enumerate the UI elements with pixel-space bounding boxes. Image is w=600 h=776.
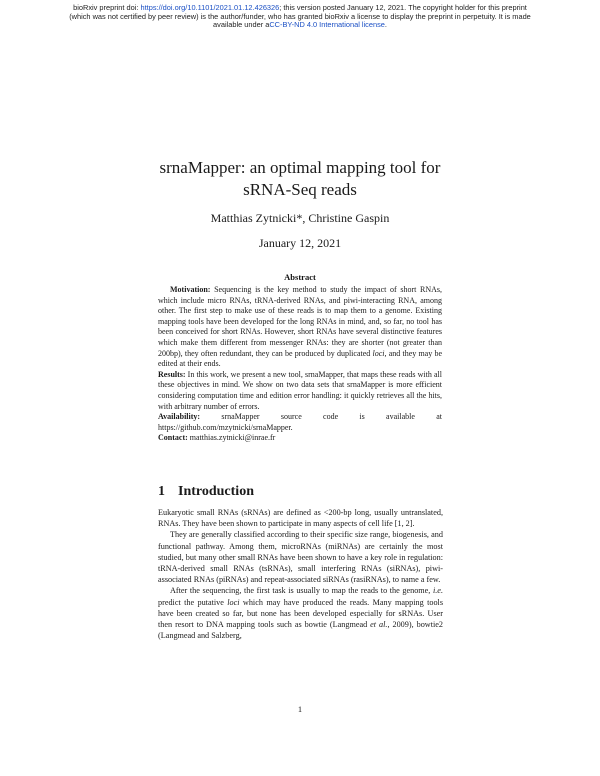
page-number: 1 <box>297 704 303 714</box>
intro-paragraph-3 <box>158 585 443 641</box>
abstract-body <box>158 285 442 444</box>
section-heading <box>158 484 448 500</box>
p3-ie: i.e. <box>432 586 443 596</box>
paper-title <box>0 157 600 201</box>
paper-authors: Matthias Zytnicki*, Christine Gaspin <box>210 211 390 225</box>
license-link[interactable]: CC-BY-ND 4.0 International license <box>269 20 385 30</box>
banner-line-3 <box>0 21 600 30</box>
contact-label: Contact: <box>158 433 188 443</box>
doi-link[interactable]: https://doi.org/10.1101/2021.01.12.426326 <box>140 3 280 12</box>
paper-date: January 12, 2021 <box>258 236 342 250</box>
abstract-motivation <box>158 285 442 370</box>
motivation-text: Sequencing is the key method to study the impact of short RNAs, which include micro RNAs, tRNA-derived RNAs, and piwi-interacting RNA, among other. The first step to make use of these reads is to map them to a genome. Existing mapping tools have been developed for the long RNAs in mind, and, so far, no tool has been conceived for short RNAs. However, short RNAs have several distinctive features which make them different from messenger RNAs: they are shorter (not greater than 200bp), they often redundant, they can be produced by duplicated <box>158 285 442 358</box>
intro-paragraph-1: Eukaryotic small RNAs (sRNAs) are defined as <200-bp long, usually untranslated, RNAs. They have been shown to participate in many aspects of cell life [1, 2]. <box>158 508 443 529</box>
availability-label: Availability: <box>158 412 201 422</box>
results-label: Results: <box>158 369 186 379</box>
p3-part-c: which may have produced the reads. Many mapping tools have been created so far, but none has been developed especially for sRNAs. User then resort to DNA mapping tools such as bowtie (Langmead <box>158 597 444 630</box>
paper-title-line-1: srnaMapper: an optimal mapping tool for <box>159 158 441 177</box>
section-number: 1 <box>158 484 165 499</box>
banner-line-3-suffix: . <box>384 20 387 30</box>
abstract-availability <box>158 412 442 433</box>
banner-line-2: (which was not certified by peer review) is the author/funder, who has granted bioRxiv a license to display the preprint in perpetuity. It is made <box>69 11 531 21</box>
section-title: Introduction <box>178 484 254 499</box>
banner-line-1-suffix: ; this version posted January 12, 2021. The copyright holder for this preprint <box>279 3 527 12</box>
banner-line-1-prefix: bioRxiv preprint doi: <box>73 3 141 12</box>
paper-title-line-2: sRNA-Seq reads <box>243 180 357 199</box>
p3-loci: loci <box>227 597 240 607</box>
results-text: In this work, we present a new tool, srnaMapper, that maps these reads with all these objectives in mind. We show on two data sets that srnaMapper is more efficient considering computation time and edition error handling: it quickly retrieves all the hits, with arbitrary number of errors. <box>158 369 442 411</box>
preprint-banner <box>0 4 600 30</box>
availability-text: srnaMapper source code is available at https://github.com/mzytnicki/srnaMapper. <box>158 412 442 432</box>
p3-part-d: , 2009), bowtie2 (Langmead and Salzberg, <box>158 620 444 641</box>
motivation-loci: loci <box>372 348 385 358</box>
motivation-end: , and they may be edited at their ends. <box>158 348 442 369</box>
banner-line-3-prefix: available under a <box>213 20 270 30</box>
p3-etal: et al. <box>370 620 388 630</box>
abstract-heading: Abstract <box>284 272 316 282</box>
motivation-label: Motivation: <box>170 285 211 294</box>
abstract-results <box>158 370 442 412</box>
contact-text: matthias.zytnicki@inrae.fr <box>187 433 276 443</box>
abstract-contact <box>158 433 442 444</box>
p3-part-b: predict the putative <box>158 597 228 607</box>
p3-part-a: After the sequencing, the first task is usually to map the reads to the genome, <box>170 586 433 596</box>
intro-paragraph-2: They are generally classified according to their specific size range, biogenesis, and functional pathway. Among them, microRNAs (miRNAs) are certainly the most studied, but many other small RNAs have been shown to have a key role in regulation: tRNA-derived small RNAs (tsRNAs), small interfering RNAs (siRNAs), piwi-associated RNAs (piRNAs) and repeat-associated siRNAs (rasiRNAs), to name a few. <box>158 530 443 585</box>
introduction-body <box>158 507 443 641</box>
